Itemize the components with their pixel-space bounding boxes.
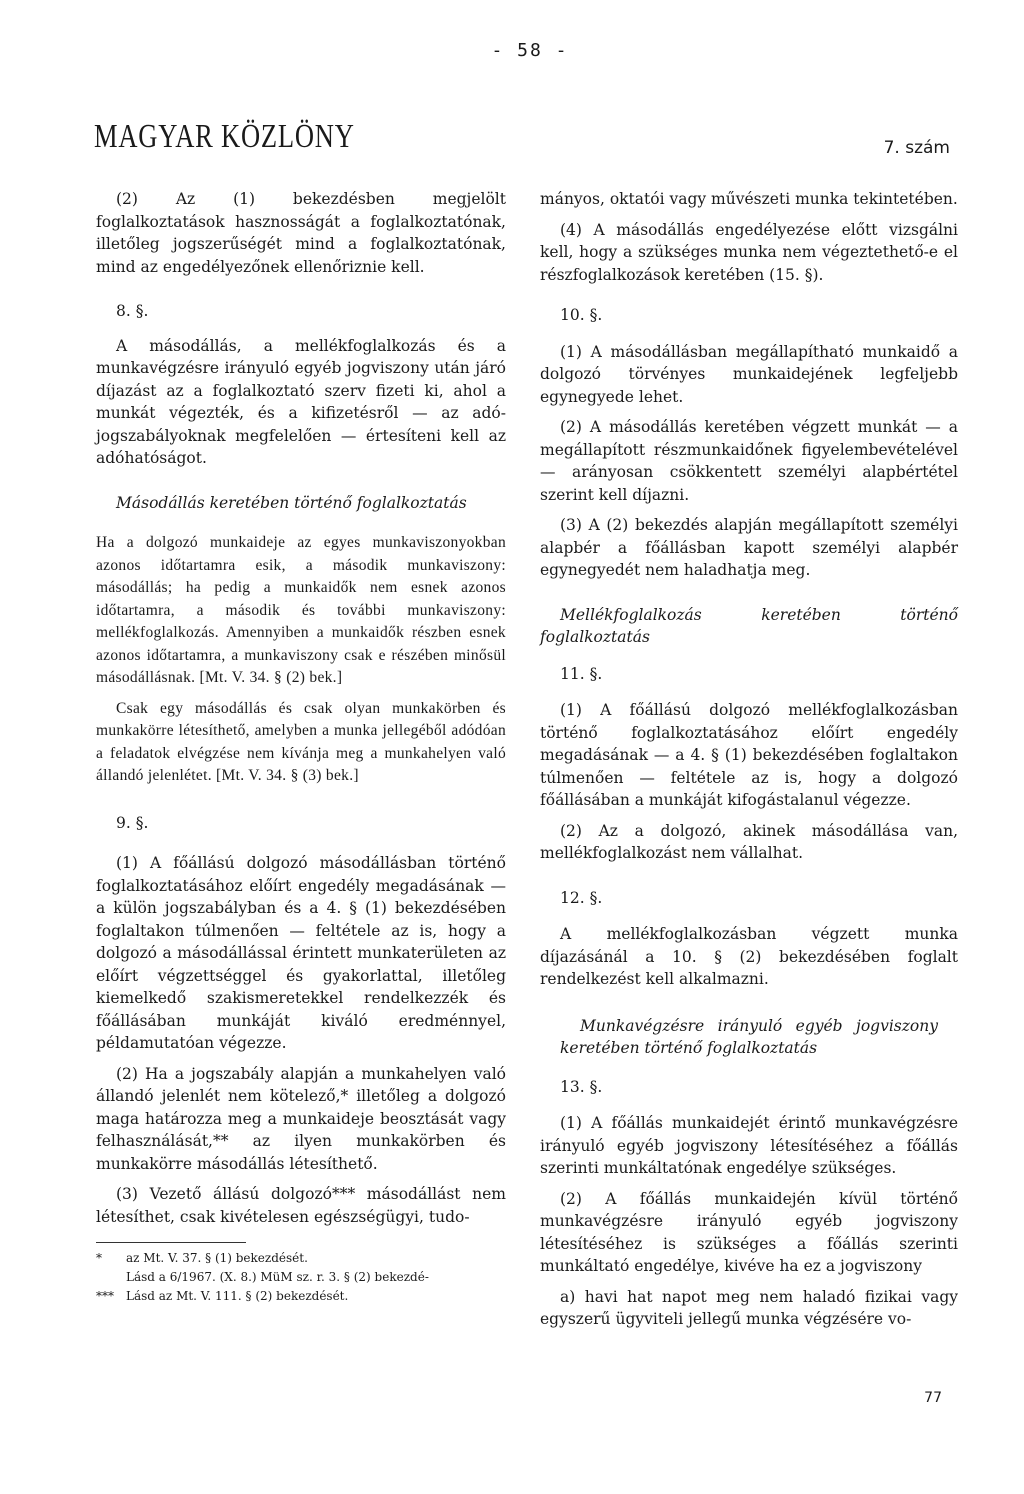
paragraph: (2) A főállás munkaidején kívül történő munkavégzésre irányuló egyéb jogviszony létesítéséhez is szükséges a főállás szerinti munkáltató engedélye, kivéve ha ez a jogviszony xyxy=(540,1189,958,1275)
paragraph-quoted: Ha a dolgozó munkaideje az egyes munkaviszonyokban azonos időtartamra esik, a második munkaviszony: másodállás; ha pedig a munkaidők nem esnek azonos időtartamra, a második és további munkaviszony: mellékfoglalkozás. Amennyiben a munkaidők részben esnek azonos időtartamra, a munkaviszony csak e részében minősül másodállásnak. [Mt. V. 34. § (2) bek.] xyxy=(96,534,506,686)
paragraph: (2) Az a dolgozó, akinek másodállása van, mellékfoglalkozást nem vállalhat. xyxy=(540,821,958,862)
section-heading-10: 10. §. xyxy=(560,306,603,324)
paragraph: (2) Ha a jogszabály alapján a munkahelyen való állandó jelenlét nem kötelező,* illetőleg a dolgozó maga határozza meg a munkaideje beosztását vagy felhasználását,** az ilyen munkakörben és munkakörre másodállás létesíthető. xyxy=(96,1064,506,1173)
page-number-top: - 58 - xyxy=(491,40,569,61)
right-column xyxy=(540,188,958,1339)
issue-number: 7. szám xyxy=(883,138,950,158)
paragraph: (1) A másodállásban megállapítható munkaidő a dolgozó törvényes munkaidejének legfeljebb egynegyede lehet. xyxy=(540,342,958,406)
paragraph: (2) A másodállás keretében végzett munkát — a megállapított részmunkaidőnek figyelembevételével — arányosan csökkentett személyi alapbértétel szerint kell díjazni. xyxy=(540,418,958,504)
paragraph: (3) Vezető állású dolgozó*** másodállást nem létesíthet, csak kivételesen egészségügyi, tudo- xyxy=(96,1185,506,1226)
paragraph: A mellékfoglalkozásban végzett munka díjazásánál a 10. § (2) bekezdésében foglalt rendelkezést kell alkalmazni. xyxy=(540,925,958,988)
paragraph: (1) A főállás munkaidejét érintő munkavégzésre irányuló egyéb jogviszony létesítéséhez a főállás szerinti munkáltatónak engedélye szükséges. xyxy=(540,1114,958,1177)
left-column xyxy=(96,188,506,1306)
section-heading-8: 8. §. xyxy=(116,302,149,320)
paragraph: A másodállás, a mellékfoglalkozás és a munkavégzésre irányuló egyéb jogviszony után járó díjazást az a foglalkoztató szerv fizeti ki, ahol a munkát végezték, és a kifizetésről — az adó-jogszabályoknak megfelelően — értesíteni kell az adóhatóságot. xyxy=(96,336,506,467)
section-heading-9: 9. §. xyxy=(116,813,149,832)
paragraph: (3) A (2) bekezdés alapján megállapított személyi alapbér a főállásban kapott személyi alapbér egynegyedét nem haladhatja meg. xyxy=(540,516,958,579)
section-title: Mellékfoglalkozás keretében történő foglalkoztatás xyxy=(540,605,958,646)
paragraph: (4) A másodállás engedélyezése előtt vizsgálni kell, hogy a szükséges munka nem végeztethető-e el részfoglalkozások keretében (15. §). xyxy=(540,220,958,284)
paragraph: mányos, oktatói vagy művészeti munka tekintetében. xyxy=(540,190,958,208)
footnote: *** Lásd az Mt. V. 111. § (2) bekezdését. xyxy=(96,1289,349,1303)
section-heading-12: 12. §. xyxy=(560,888,603,907)
section-heading-11: 11. §. xyxy=(560,664,603,683)
footnote: Lásd a 6/1967. (X. 8.) MüM sz. r. 3. § (2) bekezdé- xyxy=(126,1270,429,1284)
masthead: MAGYAR KÖZLÖNY xyxy=(94,118,355,155)
paragraph: (2) Az (1) bekezdésben megjelölt foglalkoztatások hasznosságát a foglalkoztatónak, illetőleg jogszerűségét mind a foglalkoztatónak, mind az engedélyezőnek ellenőriznie kell. xyxy=(96,190,506,276)
section-heading-13: 13. §. xyxy=(560,1077,603,1096)
page-number-bottom: 77 xyxy=(924,1390,942,1406)
paragraph: (1) A főállású dolgozó másodállásban történő foglalkoztatásához előírt engedély megadásának — a külön jogszabályban és a 4. § (1) bekezdésében foglaltakon túlmenően — feltétele az is, hogy a dolgozó a másodállással érintett munkaterületen az előírt végzettséggel és gyakorlattal, illetőleg kiemelkedő szakismeretekkel rendelkezzék és főállásában munkáját kiváló eredménnyel, példamutatóan végezze. xyxy=(96,854,506,1052)
paragraph: a) havi hat napot meg nem haladó fizikai vagy egyszerű ügyviteli jellegű munka végzésére vo- xyxy=(540,1287,958,1328)
paragraph: (1) A főállású dolgozó mellékfoglalkozásban történő foglalkoztatásához előírt engedély megadásának — a 4. § (1) bekezdésében foglaltakon túlmenően — feltétele az is, hogy a dolgozó főállásában a munkáját kifogástalanul végezze. xyxy=(540,701,958,809)
footnotes xyxy=(96,1242,429,1306)
footnote: * az Mt. V. 37. § (1) bekezdését. xyxy=(96,1251,308,1265)
section-title: Másodállás keretében történő foglalkoztatás xyxy=(116,493,467,512)
section-title: Munkavégzésre irányuló egyéb jogviszony keretében történő foglalkoztatás xyxy=(560,1016,938,1057)
paragraph-quoted: Csak egy másodállás és csak olyan munkakörben és munkakörre létesíthető, amelyben a munka jellegéből adódóan a feladatok elvégzése nem kívánja meg a munkahelyen való állandó jelenlétet. [Mt. V. 34. § (3) bek.] xyxy=(96,699,506,784)
